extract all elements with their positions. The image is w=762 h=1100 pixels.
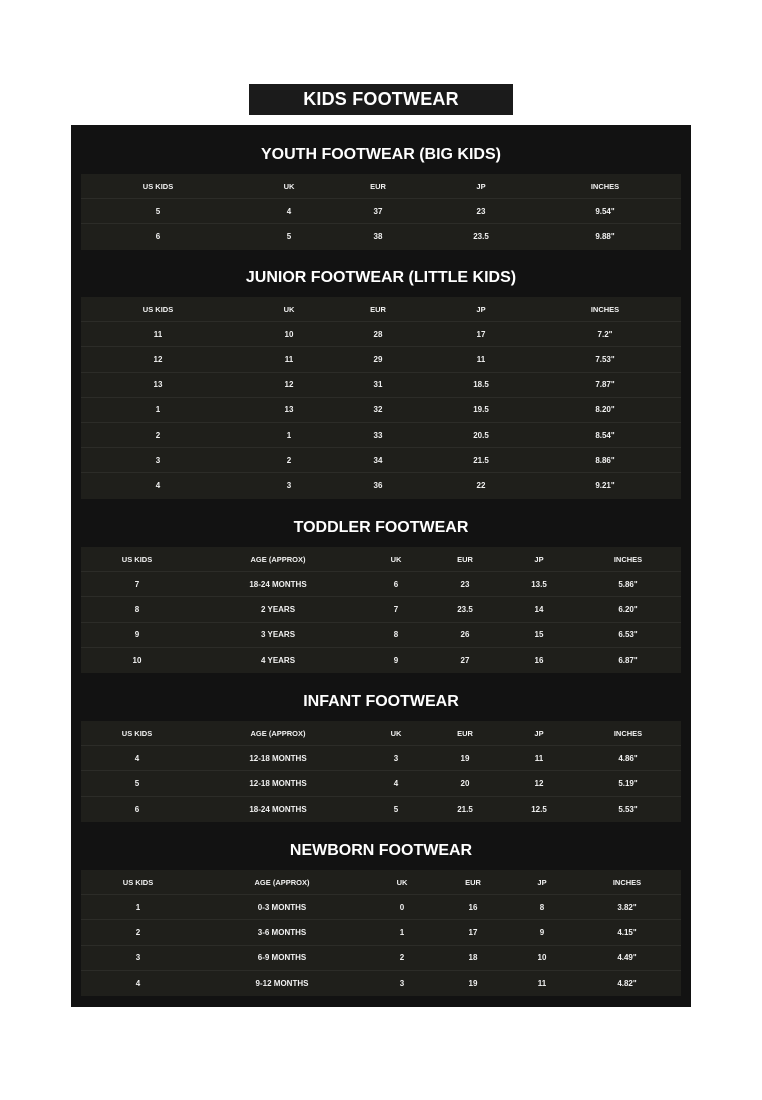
section-title: INFANT FOOTWEAR (303, 693, 459, 710)
column-header: US KIDS (142, 181, 174, 191)
table-cell: 17 (476, 329, 486, 339)
section-title: TODDLER FOOTWEAR (293, 519, 469, 536)
table-cell: 4 (135, 978, 141, 988)
column-header: UK (396, 877, 408, 887)
table-cell: 33 (373, 430, 383, 440)
table-cell: 7.87" (595, 380, 615, 390)
table-cell: 11 (153, 329, 163, 339)
table-cell: 3 (155, 455, 161, 465)
table-cell: 11 (476, 354, 486, 364)
table-row (81, 473, 681, 498)
table-cell: 23 (476, 206, 486, 216)
column-header: INCHES (613, 554, 643, 564)
table-cell: 18-24 MONTHS (249, 579, 307, 589)
size-table (81, 870, 681, 996)
table-cell: 8 (393, 630, 399, 640)
table-row (81, 398, 681, 423)
table-cell: 9 (539, 927, 545, 937)
column-header: US KIDS (121, 554, 153, 564)
table-row (81, 448, 681, 473)
section-title: NEWBORN FOOTWEAR (289, 842, 473, 859)
table-row (81, 373, 681, 398)
table-cell: 4.15" (617, 927, 637, 937)
table-cell: 7 (393, 604, 399, 614)
table-cell: 6.20" (618, 604, 638, 614)
table-cell: 8 (134, 604, 140, 614)
table-cell: 28 (373, 329, 383, 339)
table-cell: 23.5 (473, 232, 489, 242)
table-cell: 9 (134, 630, 140, 640)
table-row (81, 920, 681, 945)
table-cell: 2 YEARS (260, 604, 296, 614)
table-cell: 4 (134, 753, 140, 763)
table-cell: 29 (373, 354, 383, 364)
table-cell: 10 (537, 953, 547, 963)
table-cell: 13 (284, 405, 294, 415)
table-cell: 8.86" (595, 455, 615, 465)
column-header: INCHES (612, 877, 642, 887)
table-cell: 6 (393, 579, 399, 589)
column-header: US KIDS (122, 877, 154, 887)
table-cell: 12 (284, 380, 294, 390)
table-cell: 34 (373, 455, 383, 465)
table-cell: 26 (460, 630, 470, 640)
table-cell: 8.20" (595, 405, 615, 415)
table-cell: 16 (534, 655, 544, 665)
section-title: YOUTH FOOTWEAR (BIG KIDS) (261, 146, 501, 163)
table-cell: 19.5 (473, 405, 489, 415)
table-cell: 27 (460, 655, 470, 665)
table-cell: 9-12 MONTHS (255, 978, 309, 988)
table-cell: 3.82" (617, 902, 637, 912)
table-cell: 3 (393, 753, 399, 763)
table-cell: 1 (286, 430, 292, 440)
table-cell: 1 (155, 405, 161, 415)
table-cell: 5.86" (618, 579, 638, 589)
table-cell: 9.54" (595, 206, 615, 216)
table-cell: 18 (468, 953, 478, 963)
table-cell: 32 (373, 405, 383, 415)
table-cell: 12-18 MONTHS (249, 753, 307, 763)
table-cell: 10 (132, 655, 142, 665)
table-header-row (81, 297, 681, 322)
table-row (81, 597, 681, 622)
size-table (81, 547, 681, 673)
table-cell: 0-3 MONTHS (257, 902, 307, 912)
table-cell: 6 (155, 232, 161, 242)
table-row (81, 623, 681, 648)
column-header: US KIDS (142, 304, 174, 314)
table-cell: 3 (135, 953, 141, 963)
column-header: JP (534, 554, 544, 564)
table-cell: 37 (373, 206, 383, 216)
table-cell: 5 (286, 232, 292, 242)
table-cell: 1 (135, 902, 141, 912)
table-cell: 5 (393, 804, 399, 814)
table-cell: 9 (393, 655, 399, 665)
column-header: AGE (APPROX) (250, 554, 306, 564)
table-cell: 6.53" (618, 630, 638, 640)
table-header-row (81, 721, 681, 746)
table-cell: 15 (534, 630, 544, 640)
table-cell: 14 (534, 604, 544, 614)
column-header: INCHES (590, 304, 620, 314)
page-title: KIDS FOOTWEAR (249, 84, 513, 115)
table-cell: 2 (155, 430, 161, 440)
column-header: INCHES (613, 728, 643, 738)
column-header: UK (390, 728, 402, 738)
table-row (81, 423, 681, 448)
table-cell: 19 (460, 753, 470, 763)
column-header: EUR (370, 181, 386, 191)
table-cell: 7 (134, 579, 140, 589)
column-header: JP (537, 877, 547, 887)
table-cell: 1 (399, 927, 405, 937)
table-cell: 6.87" (618, 655, 638, 665)
column-header: UK (283, 304, 295, 314)
table-row (81, 895, 681, 920)
table-cell: 36 (373, 481, 383, 491)
table-cell: 12.5 (531, 804, 547, 814)
column-header: EUR (465, 877, 481, 887)
table-cell: 13 (153, 380, 163, 390)
table-cell: 3 (286, 481, 292, 491)
table-cell: 23 (460, 579, 470, 589)
size-chart-panel (71, 125, 691, 1007)
table-cell: 8 (539, 902, 545, 912)
table-cell: 38 (373, 232, 383, 242)
table-cell: 9.21" (595, 481, 615, 491)
column-header: EUR (457, 728, 473, 738)
table-header-row (81, 174, 681, 199)
table-row (81, 946, 681, 971)
table-cell: 19 (468, 978, 478, 988)
table-header-row (81, 547, 681, 572)
table-cell: 5.53" (618, 804, 638, 814)
table-cell: 22 (476, 481, 486, 491)
table-cell: 3-6 MONTHS (257, 927, 307, 937)
table-cell: 12 (153, 354, 163, 364)
table-cell: 11 (534, 753, 544, 763)
size-table (81, 297, 681, 499)
table-row (81, 746, 681, 771)
table-cell: 23.5 (457, 604, 473, 614)
column-header: UK (390, 554, 402, 564)
table-cell: 20.5 (473, 430, 489, 440)
column-header: JP (476, 181, 486, 191)
column-header: JP (476, 304, 486, 314)
table-cell: 16 (468, 902, 478, 912)
table-row (81, 797, 681, 822)
table-cell: 21.5 (457, 804, 473, 814)
table-cell: 2 (135, 927, 141, 937)
column-header: EUR (457, 554, 473, 564)
table-row (81, 771, 681, 796)
table-cell: 5 (155, 206, 161, 216)
table-row (81, 648, 681, 673)
column-header: US KIDS (121, 728, 153, 738)
table-cell: 9.88" (595, 232, 615, 242)
table-cell: 18-24 MONTHS (249, 804, 307, 814)
table-cell: 10 (284, 329, 294, 339)
table-cell: 21.5 (473, 455, 489, 465)
table-cell: 18.5 (473, 380, 489, 390)
table-cell: 4 YEARS (260, 655, 296, 665)
table-row (81, 572, 681, 597)
table-cell: 11 (284, 354, 294, 364)
table-cell: 4 (393, 778, 399, 788)
column-header: INCHES (590, 181, 620, 191)
table-cell: 6 (134, 804, 140, 814)
table-cell: 6-9 MONTHS (257, 953, 307, 963)
table-cell: 12-18 MONTHS (249, 778, 307, 788)
table-cell: 4 (155, 481, 161, 491)
column-header: JP (534, 728, 544, 738)
table-cell: 4.86" (618, 753, 638, 763)
table-cell: 5.19" (618, 778, 638, 788)
table-cell: 20 (460, 778, 470, 788)
table-cell: 2 (399, 953, 405, 963)
section-title: JUNIOR FOOTWEAR (LITTLE KIDS) (245, 269, 517, 286)
table-row (81, 971, 681, 996)
table-cell: 4.82" (617, 978, 637, 988)
table-cell: 0 (399, 902, 405, 912)
table-cell: 4.49" (617, 953, 637, 963)
column-header: AGE (APPROX) (250, 728, 306, 738)
table-cell: 7.53" (595, 354, 615, 364)
table-cell: 11 (537, 978, 547, 988)
column-header: EUR (370, 304, 386, 314)
column-header: AGE (APPROX) (254, 877, 310, 887)
table-row (81, 224, 681, 249)
table-cell: 5 (134, 778, 140, 788)
table-header-row (81, 870, 681, 895)
column-header: UK (283, 181, 295, 191)
table-cell: 2 (286, 455, 292, 465)
table-row (81, 199, 681, 224)
table-cell: 12 (534, 778, 544, 788)
table-cell: 3 YEARS (260, 630, 296, 640)
table-cell: 3 (399, 978, 405, 988)
size-table (81, 174, 681, 250)
table-cell: 4 (286, 206, 292, 216)
table-row (81, 322, 681, 347)
table-row (81, 347, 681, 372)
size-table (81, 721, 681, 822)
table-cell: 17 (468, 927, 478, 937)
table-cell: 7.2" (597, 329, 613, 339)
table-cell: 13.5 (531, 579, 547, 589)
table-cell: 31 (373, 380, 383, 390)
table-cell: 8.54" (595, 430, 615, 440)
